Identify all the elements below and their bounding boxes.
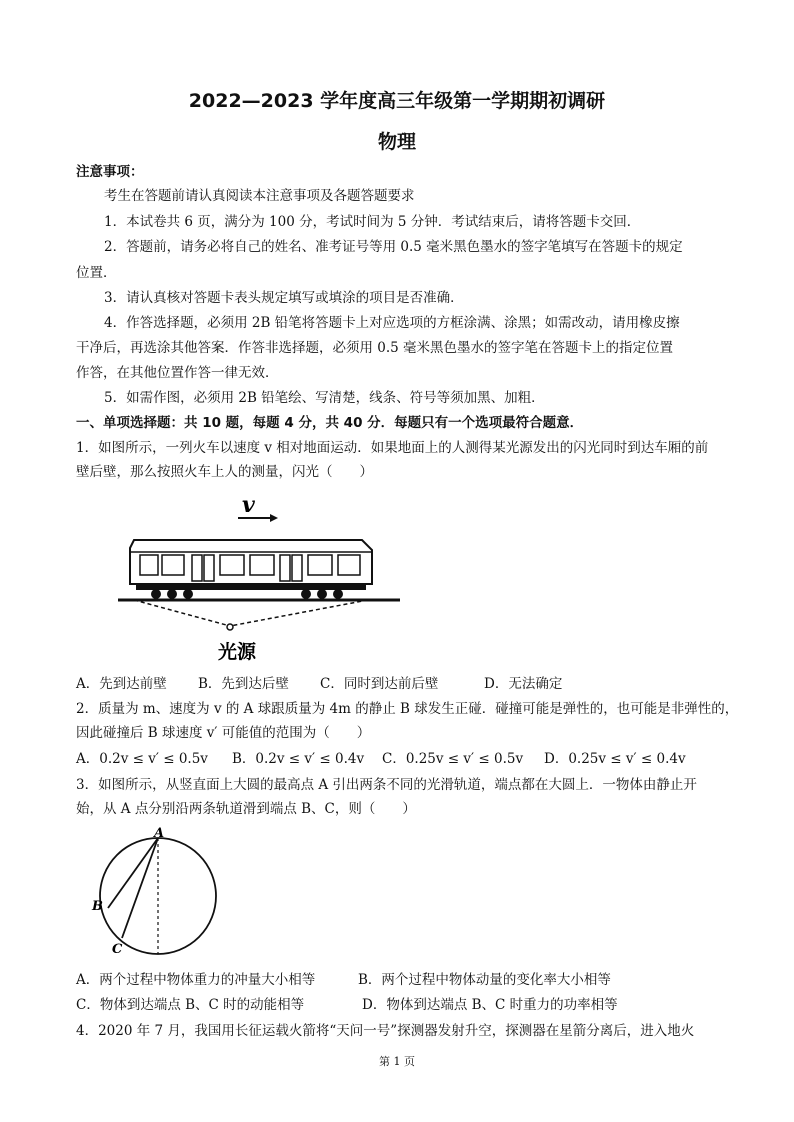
- notice-intro: 考生在答题前请认真阅读本注意事项及各题答题要求: [104, 188, 415, 204]
- q1-option-a: A．先到达前壁: [76, 676, 167, 692]
- q1-option-c: C．同时到达前后壁: [320, 676, 439, 692]
- q3-option-d: D．物体到达端点 B、C 时重力的功率相等: [362, 997, 618, 1013]
- exam-title: 2022—2023 学年度高三年级第一学期期初调研: [188, 90, 606, 112]
- q2-stem: 2．质量为 m、速度为 v 的 A 球跟质量为 4m 的静止 B 球发生正碰．碰撞可能是弹性的，也可能是非弹性的，: [76, 701, 739, 717]
- q2-stem-cont: 因此碰撞后 B 球速度 v′ 可能值的范围为（ ）: [76, 725, 371, 741]
- q1-stem: 1．如图所示，一列火车以速度 v 相对地面运动．如果地面上的人测得某光源发出的闪光同时到达车厢的前: [76, 440, 709, 456]
- notice-item-2-cont: 位置．: [76, 265, 117, 281]
- q3-stem-cont: 始，从 A 点分别沿两条轨道滑到端点 B、C，则（ ）: [76, 801, 416, 817]
- q1-stem-cont: 壁后壁，那么按照火车上人的测量，闪光（ ）: [76, 464, 373, 480]
- notice-item-4-cont2: 作答，在其他位置作答一律无效．: [76, 365, 279, 381]
- point-b-label: B: [92, 899, 103, 914]
- notice-item-4-cont: 干净后，再选涂其他答案．作答非选择题，必须用 0.5 毫米黑色墨水的签字笔在答题卡上的指定位置: [76, 340, 674, 356]
- q3-option-c: C．物体到达端点 B、C 时的动能相等: [76, 997, 305, 1013]
- q2-option-c: C．0.25v ≤ v′ ≤ 0.5v: [382, 751, 524, 767]
- q3-option-b: B．两个过程中物体动量的变化率大小相等: [358, 972, 611, 988]
- q3-stem: 3．如图所示，从竖直面上大圆的最高点 A 引出两条不同的光滑轨道，端点都在大圆上．一物体由静止开: [76, 777, 697, 793]
- q1-option-d: D．无法确定: [484, 676, 563, 692]
- section-heading: 一、单项选择题：共 10 题，每题 4 分，共 40 分．每题只有一个选项最符合题意．: [76, 415, 584, 431]
- page-number: 第 1 页: [379, 1055, 415, 1068]
- subject-title: 物理: [377, 131, 416, 153]
- notice-item-3: 3．请认真核对答题卡表头规定填写或填涂的项目是否准确．: [104, 290, 464, 306]
- q4-stem: 4．2020 年 7 月，我国用长征运载火箭将“天问一号”探测器发射升空，探测器在星箭分离后，进入地火: [76, 1023, 695, 1039]
- velocity-label: v: [242, 492, 255, 518]
- notice-item-2: 2．答题前，请务必将自己的姓名、准考证号等用 0.5 毫米黑色墨水的签字笔填写在答题卡的规定: [104, 239, 683, 255]
- point-a-label: A: [154, 826, 165, 841]
- q2-option-b: B．0.2v ≤ v′ ≤ 0.4v: [232, 751, 365, 767]
- q2-option-a: A．0.2v ≤ v′ ≤ 0.5v: [76, 751, 208, 767]
- notice-item-4: 4．作答选择题，必须用 2B 铅笔将答题卡上对应选项的方框涂满、涂黑；如需改动，请用橡皮擦: [104, 315, 680, 331]
- q3-option-a: A．两个过程中物体重力的冲量大小相等: [76, 972, 316, 988]
- light-source-label: 光源: [218, 641, 257, 663]
- notice-heading: 注意事项：: [76, 164, 144, 180]
- notice-item-1: 1．本试卷共 6 页，满分为 100 分，考试时间为 5 分钟．考试结束后，请将答题卡交回．: [104, 214, 641, 230]
- q2-option-d: D．0.25v ≤ v′ ≤ 0.4v: [544, 751, 686, 767]
- q1-option-b: B．先到达后壁: [198, 676, 289, 692]
- point-c-label: C: [112, 942, 123, 957]
- notice-item-5: 5．如需作图，必须用 2B 铅笔绘、写清楚，线条、符号等须加黑、加粗．: [104, 390, 545, 406]
- train-figure: [100, 488, 420, 668]
- circle-figure: [86, 826, 226, 958]
